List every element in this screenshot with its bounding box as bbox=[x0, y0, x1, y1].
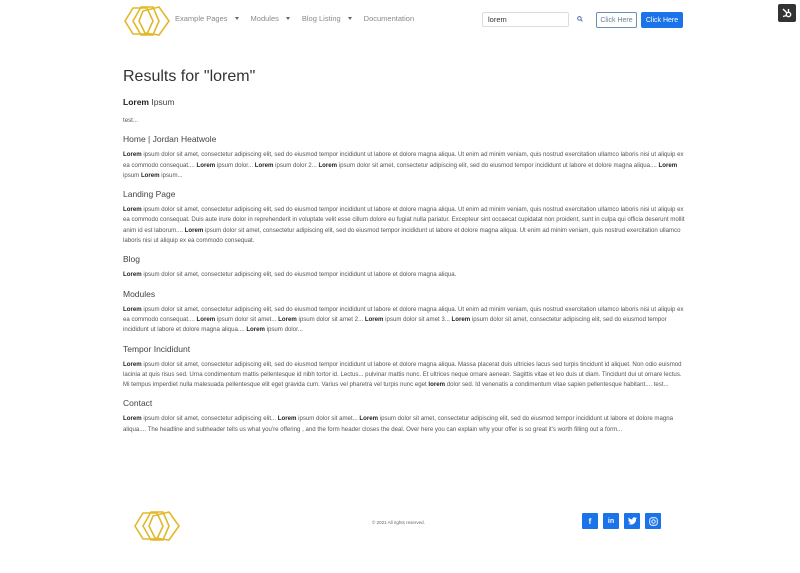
footer-logo[interactable] bbox=[133, 508, 183, 544]
nav-label: Documentation bbox=[363, 14, 415, 23]
nav-item-blog-listing[interactable] bbox=[302, 14, 364, 23]
nav-item-example-pages[interactable] bbox=[175, 14, 251, 23]
result-item bbox=[123, 344, 685, 391]
result-item bbox=[123, 189, 685, 246]
result-item bbox=[123, 134, 685, 181]
linkedin-button[interactable] bbox=[603, 513, 619, 529]
facebook-icon: f bbox=[588, 516, 592, 526]
hubspot-sprocket-icon bbox=[781, 7, 793, 19]
result-title-link[interactable]: Blog bbox=[123, 254, 141, 265]
page-title: Results for "lorem" bbox=[123, 68, 256, 85]
twitter-button[interactable] bbox=[624, 513, 640, 529]
result-snippet: Lorem ipsum dolor sit amet, consectetur adipiscing elit, sed do eiusmod tempor incididunt ut labore et dolore magna aliqua. Ut enim ad minim veniam, quis nostrud exercitation ullamco laboris nisi ut aliquip ex ea commodo consequat.... Lorem ipsum dolor... Lorem ipsum dolor 2... Lorem ipsum dolor sit amet, consectetur adipiscing elit, sed do eiusmod tempor incididunt ut labore et dolore magna aliqua.... Lorem ipsum Lorem ipsum... bbox=[123, 151, 684, 179]
result-item bbox=[123, 254, 685, 280]
result-snippet: Lorem ipsum dolor sit amet, consectetur adipiscing elit, sed do eiusmod tempor incididunt ut labore et dolore magna aliqua. Ut enim ad minim veniam, quis nostrud exercitation ullamco laboris nisi ut aliquip ex ea commodo consequat.... Lorem ipsum dolor sit amet... Lorem ipsum dolor sit amet 2... Lorem ipsum dolor sit amet 3... Lorem ipsum dolor sit amet, consectetur adipiscing elit, sed do eiusmod tempor incididunt ut labore et dolore magna aliqua.... Lorem ipsum dolor... bbox=[123, 305, 684, 334]
click-here-primary-button[interactable]: Click Here bbox=[641, 12, 683, 28]
result-title-link[interactable]: Modules bbox=[123, 288, 156, 299]
instagram-button[interactable] bbox=[645, 513, 661, 529]
caret-down-icon[interactable] bbox=[286, 17, 290, 20]
copyright-text: © 2021 All rights reserved. bbox=[372, 520, 425, 525]
result-title-link[interactable]: Tempor Incididunt bbox=[123, 343, 191, 354]
result-title-link[interactable]: Contact bbox=[123, 398, 153, 409]
search-icon bbox=[577, 16, 583, 22]
nav-label: Example Pages bbox=[175, 14, 228, 23]
site-header bbox=[0, 0, 800, 42]
nav-label: Blog Listing bbox=[301, 14, 341, 23]
hubspot-button[interactable] bbox=[778, 4, 796, 22]
nav-label: Modules bbox=[250, 14, 279, 23]
site-logo[interactable] bbox=[123, 3, 173, 39]
caret-down-icon[interactable] bbox=[235, 17, 239, 20]
result-snippet: test... bbox=[123, 117, 138, 124]
facebook-button[interactable] bbox=[582, 513, 598, 529]
instagram-icon bbox=[649, 517, 658, 526]
result-snippet: Lorem ipsum dolor sit amet, consectetur adipiscing elit... Lorem ipsum dolor sit amet... Lorem ipsum dolor sit amet, consectetur adipiscing elit, sed do eiusmod tempor incididunt ut labore et dolore magna aliqua.... The headline and subheader tells us what you're offering , and the form header closes the deal. Over here you can explain why your offer is so great it's worth filling out a form... bbox=[123, 415, 674, 433]
search-input[interactable] bbox=[482, 12, 569, 27]
linkedin-icon: in bbox=[607, 517, 615, 525]
result-item bbox=[123, 289, 685, 336]
caret-down-icon[interactable] bbox=[348, 17, 352, 20]
result-title-rest: Ipsum bbox=[148, 97, 175, 107]
result-title-link[interactable]: Landing Page bbox=[123, 189, 176, 200]
social-links bbox=[582, 513, 661, 529]
highlight-term: Lorem bbox=[123, 97, 149, 107]
result-item bbox=[123, 398, 685, 435]
nav-item-modules[interactable] bbox=[251, 14, 302, 23]
hexagon-logo-icon bbox=[123, 3, 173, 39]
main-nav bbox=[175, 14, 414, 23]
result-snippet: Lorem ipsum dolor sit amet, consectetur adipiscing elit, sed do eiusmod tempor incididunt ut labore et dolore magna aliqua. bbox=[123, 271, 457, 279]
click-here-outline-button[interactable]: Click Here bbox=[596, 12, 637, 28]
hexagon-logo-icon bbox=[133, 508, 183, 544]
search-button[interactable] bbox=[575, 14, 585, 24]
result-item bbox=[123, 97, 685, 126]
result-title-link[interactable]: Home | Jordan Heatwole bbox=[123, 134, 217, 145]
result-snippet: Lorem ipsum dolor sit amet, consectetur adipiscing elit, sed do eiusmod tempor incididunt ut labore et dolore magna aliqua. Massa placerat duis ultricies lacus sed turpis tincidunt id aliquet. Non odio euismod lacinia at quis risus sed. Urna condimentum mattis pellentesque id nibh tortor id. Lectus... pulvinar mattis nunc. Et ultrices neque ornare aenean. Sagittis vitae et leo duis ut diam. Tincidunt dui ut ornare lectus. Mi tempus imperdiet nulla malesuada pellentesque elit eget gravida cum. Varius vel pharetra vel turpis nunc eget lorem dolor sed. Id venenatis a condimentum vitae sapien pellentesque habitant.... test... bbox=[123, 360, 682, 389]
search-results bbox=[123, 68, 685, 443]
nav-item-documentation[interactable] bbox=[364, 14, 414, 23]
result-title-link[interactable] bbox=[123, 97, 685, 107]
twitter-icon bbox=[628, 517, 637, 525]
result-snippet: Lorem ipsum dolor sit amet, consectetur adipiscing elit, sed do eiusmod tempor incididunt ut labore et dolore magna aliqua. Ut enim ad minim veniam, quis nostrud exercitation ullamco laboris nisi ut aliquip ex ea commodo consequat. Duis aute irure dolor in reprehenderit in voluptate velit esse cillum dolore eu fugiat nulla pariatur. Excepteur sint occaecat cupidatat non proident, sunt in culpa qui officia deserunt mollit anim id est laborum.... Lorem ipsum dolor sit amet, consectetur adipiscing elit, sed do eiusmod tempor incididunt ut labore et dolore magna aliqua. Ut enim ad minim veniam, quis nostrud exercitation ullamco laboris nisi ut aliquip ex ea commodo consequat. bbox=[123, 206, 685, 245]
